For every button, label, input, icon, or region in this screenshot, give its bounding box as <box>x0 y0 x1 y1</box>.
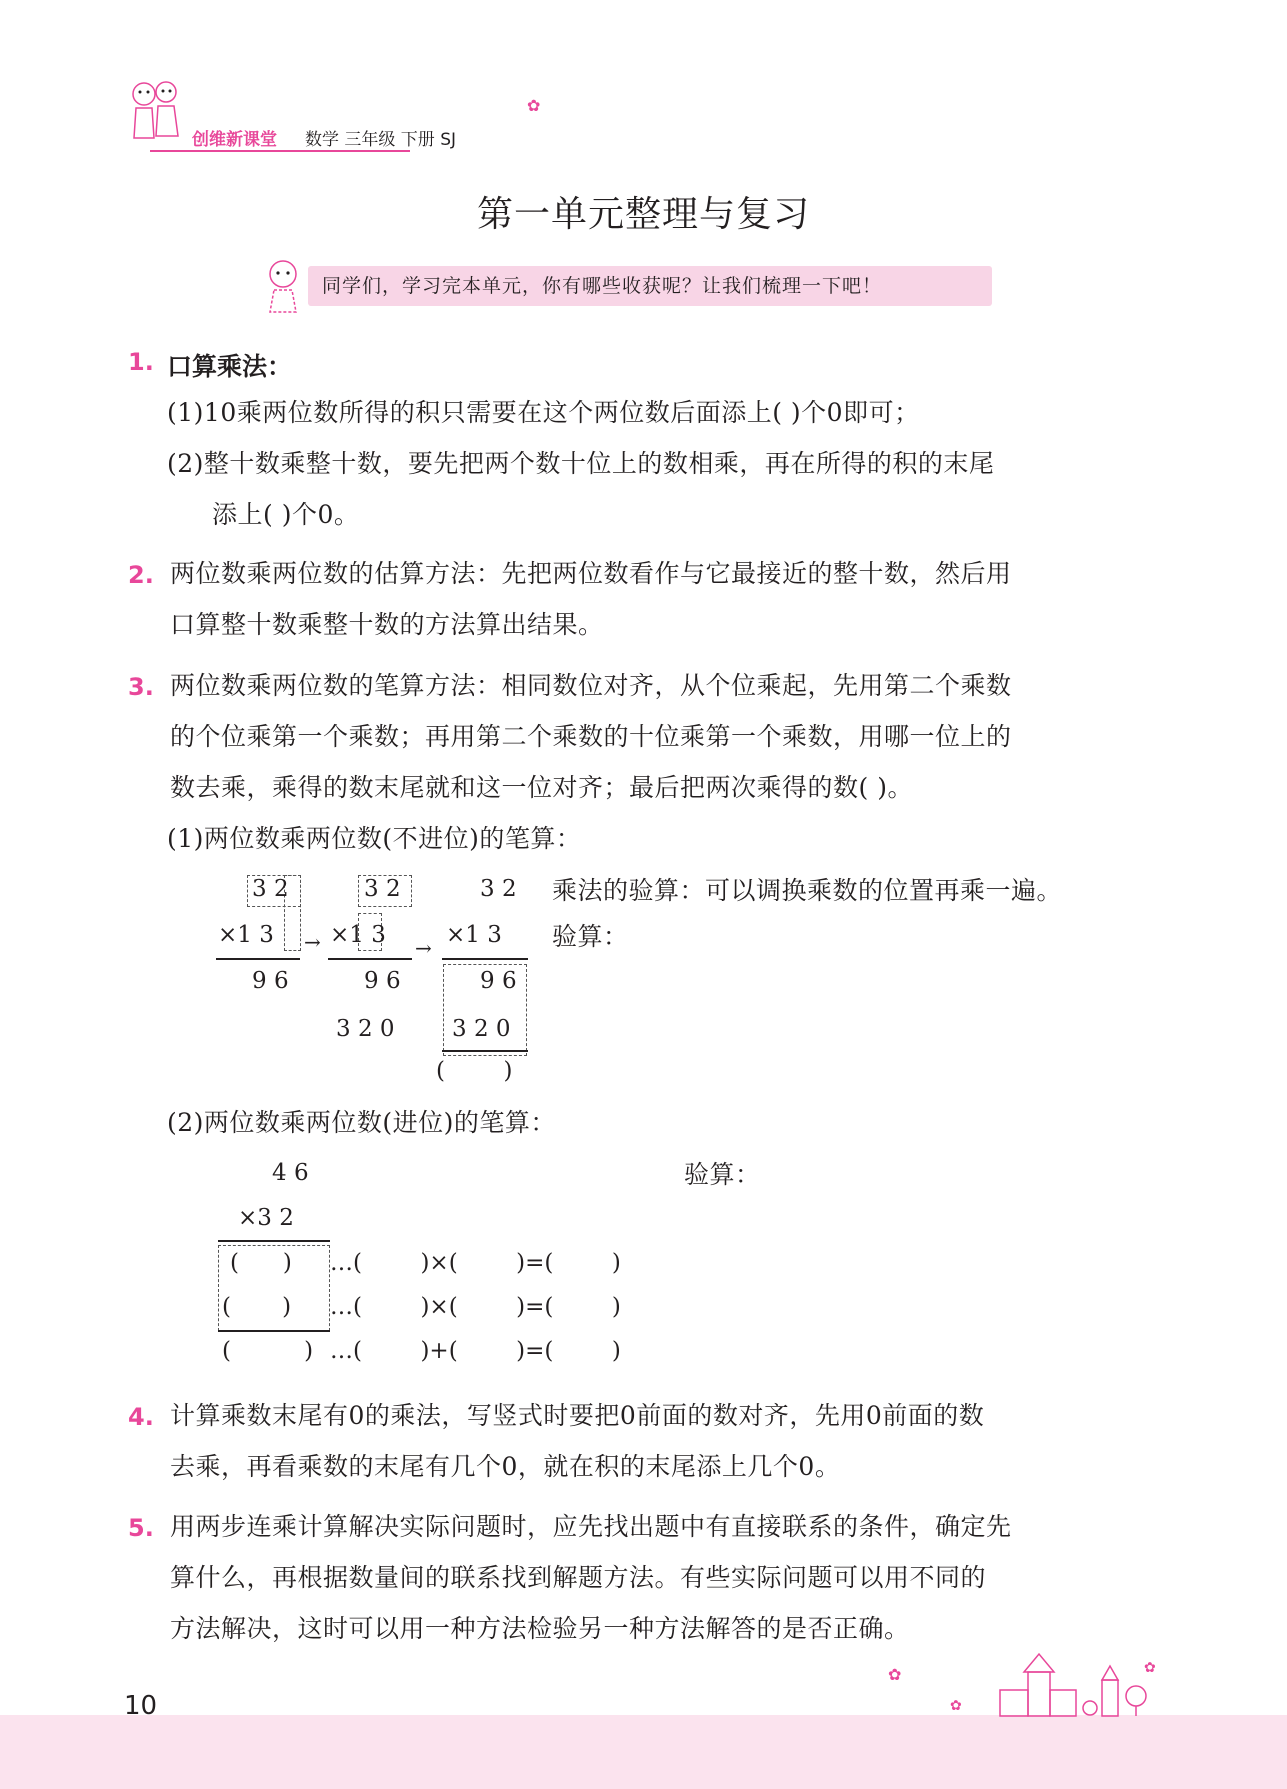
check-note: 乘法的验算：可以调换乘数的位置再乘一遍。 <box>552 876 1063 905</box>
text-line: 两位数乘两位数的笔算方法：相同数位对齐，从个位乘起，先用第二个乘数 <box>170 671 1012 700</box>
item-number: 2. <box>128 561 154 589</box>
text-line: 口算整十数乘整十数的方法算出结果。 <box>170 610 604 639</box>
header-star-icon: ✿ <box>527 96 541 115</box>
partial-product: 9 6 <box>364 968 401 994</box>
intro-banner: 同学们，学习完本单元，你有哪些收获呢？让我们梳理一下吧！ <box>308 266 992 306</box>
answer-blank[interactable]: ( ) <box>230 1250 292 1276</box>
text-line: 用两步连乘计算解决实际问题时，应先找出题中有直接联系的条件，确定先 <box>170 1512 1012 1541</box>
multiplicand: 3 2 <box>480 876 517 902</box>
text-line: 的个位乘第一个乘数；再用第二个乘数的十位乘第一个乘数，用哪一位上的 <box>170 722 1012 751</box>
item-number: 3. <box>128 673 154 701</box>
calc-rule <box>216 958 300 960</box>
multiplicand: 4 6 <box>272 1160 309 1186</box>
item-number: 1. <box>128 348 154 376</box>
subject-info: 数学 三年级 下册 SJ <box>305 130 457 150</box>
svg-text:✿: ✿ <box>888 1665 902 1684</box>
text-line: 两位数乘两位数的估算方法：先把两位数看作与它最接近的整十数，然后用 <box>170 559 1012 588</box>
footer-band <box>0 1715 1287 1789</box>
svg-text:✿: ✿ <box>950 1698 962 1714</box>
item-number: 5. <box>128 1514 154 1542</box>
text-line: 算什么，再根据数量间的联系找到解题方法。有些实际问题可以用不同的 <box>170 1563 987 1592</box>
multiplier: ×1 3 <box>330 922 386 948</box>
calc-rule <box>442 1050 528 1052</box>
answer-blank[interactable]: ( ) <box>436 1058 513 1084</box>
brand-name: 创维新课堂 <box>192 130 277 150</box>
expression-blanks[interactable]: …( )×( )=( ) <box>330 1250 621 1276</box>
multiplier: ×1 3 <box>218 922 274 948</box>
check-label: 验算： <box>684 1160 761 1189</box>
arrow-icon: → <box>415 936 432 960</box>
expression-blanks[interactable]: …( )+( )=( ) <box>330 1338 621 1364</box>
page-title: 第一单元整理与复习 <box>476 194 810 235</box>
calc-rule <box>218 1330 330 1332</box>
multiplier: ×1 3 <box>446 922 502 948</box>
multiplier: ×3 2 <box>238 1205 294 1231</box>
section-heading: 口算乘法： <box>167 352 293 381</box>
calc-rule <box>442 958 528 960</box>
castle-illustration <box>880 1650 1170 1720</box>
svg-text:✿: ✿ <box>1144 1660 1156 1676</box>
banner-character <box>262 258 304 314</box>
arrow-icon: → <box>304 930 321 954</box>
multiplicand: 3 2 <box>252 876 289 902</box>
header-illustration <box>126 78 184 144</box>
text-line: 方法解决，这时可以用一种方法检验另一种方法解答的是否正确。 <box>170 1614 910 1643</box>
check-label: 验算： <box>552 922 629 951</box>
answer-blank[interactable]: ( ) <box>222 1338 314 1364</box>
partial-product: 9 6 <box>480 968 517 994</box>
text-line: 添上( )个0。 <box>212 500 360 529</box>
item-number: 4. <box>128 1403 154 1431</box>
subsection-title: (1)两位数乘两位数(不进位)的笔算： <box>167 824 582 853</box>
partial-product: 9 6 <box>252 968 289 994</box>
text-line: (1)10乘两位数所得的积只需要在这个两位数后面添上( )个0即可； <box>167 398 920 427</box>
partial-product: 3 2 0 <box>336 1016 395 1042</box>
calc-rule <box>218 1240 330 1242</box>
calc-rule <box>328 958 412 960</box>
multiplicand: 3 2 <box>364 876 401 902</box>
header-divider <box>150 150 410 152</box>
expression-blanks[interactable]: …( )×( )=( ) <box>330 1294 621 1320</box>
text-line: 数去乘，乘得的数末尾就和这一位对齐；最后把两次乘得的数( )。 <box>170 773 913 802</box>
subsection-title: (2)两位数乘两位数(进位)的笔算： <box>167 1108 556 1137</box>
text-line: 去乘，再看乘数的末尾有几个0，就在积的末尾添上几个0。 <box>170 1452 841 1481</box>
answer-blank[interactable]: ( ) <box>222 1294 292 1320</box>
text-line: 计算乘数末尾有0的乘法，写竖式时要把0前面的数对齐，先用0前面的数 <box>170 1401 985 1430</box>
page-number: 10 <box>124 1691 158 1721</box>
partial-product: 3 2 0 <box>452 1016 511 1042</box>
text-line: (2)整十数乘整十数，要先把两个数十位上的数相乘，再在所得的积的末尾 <box>167 449 995 478</box>
